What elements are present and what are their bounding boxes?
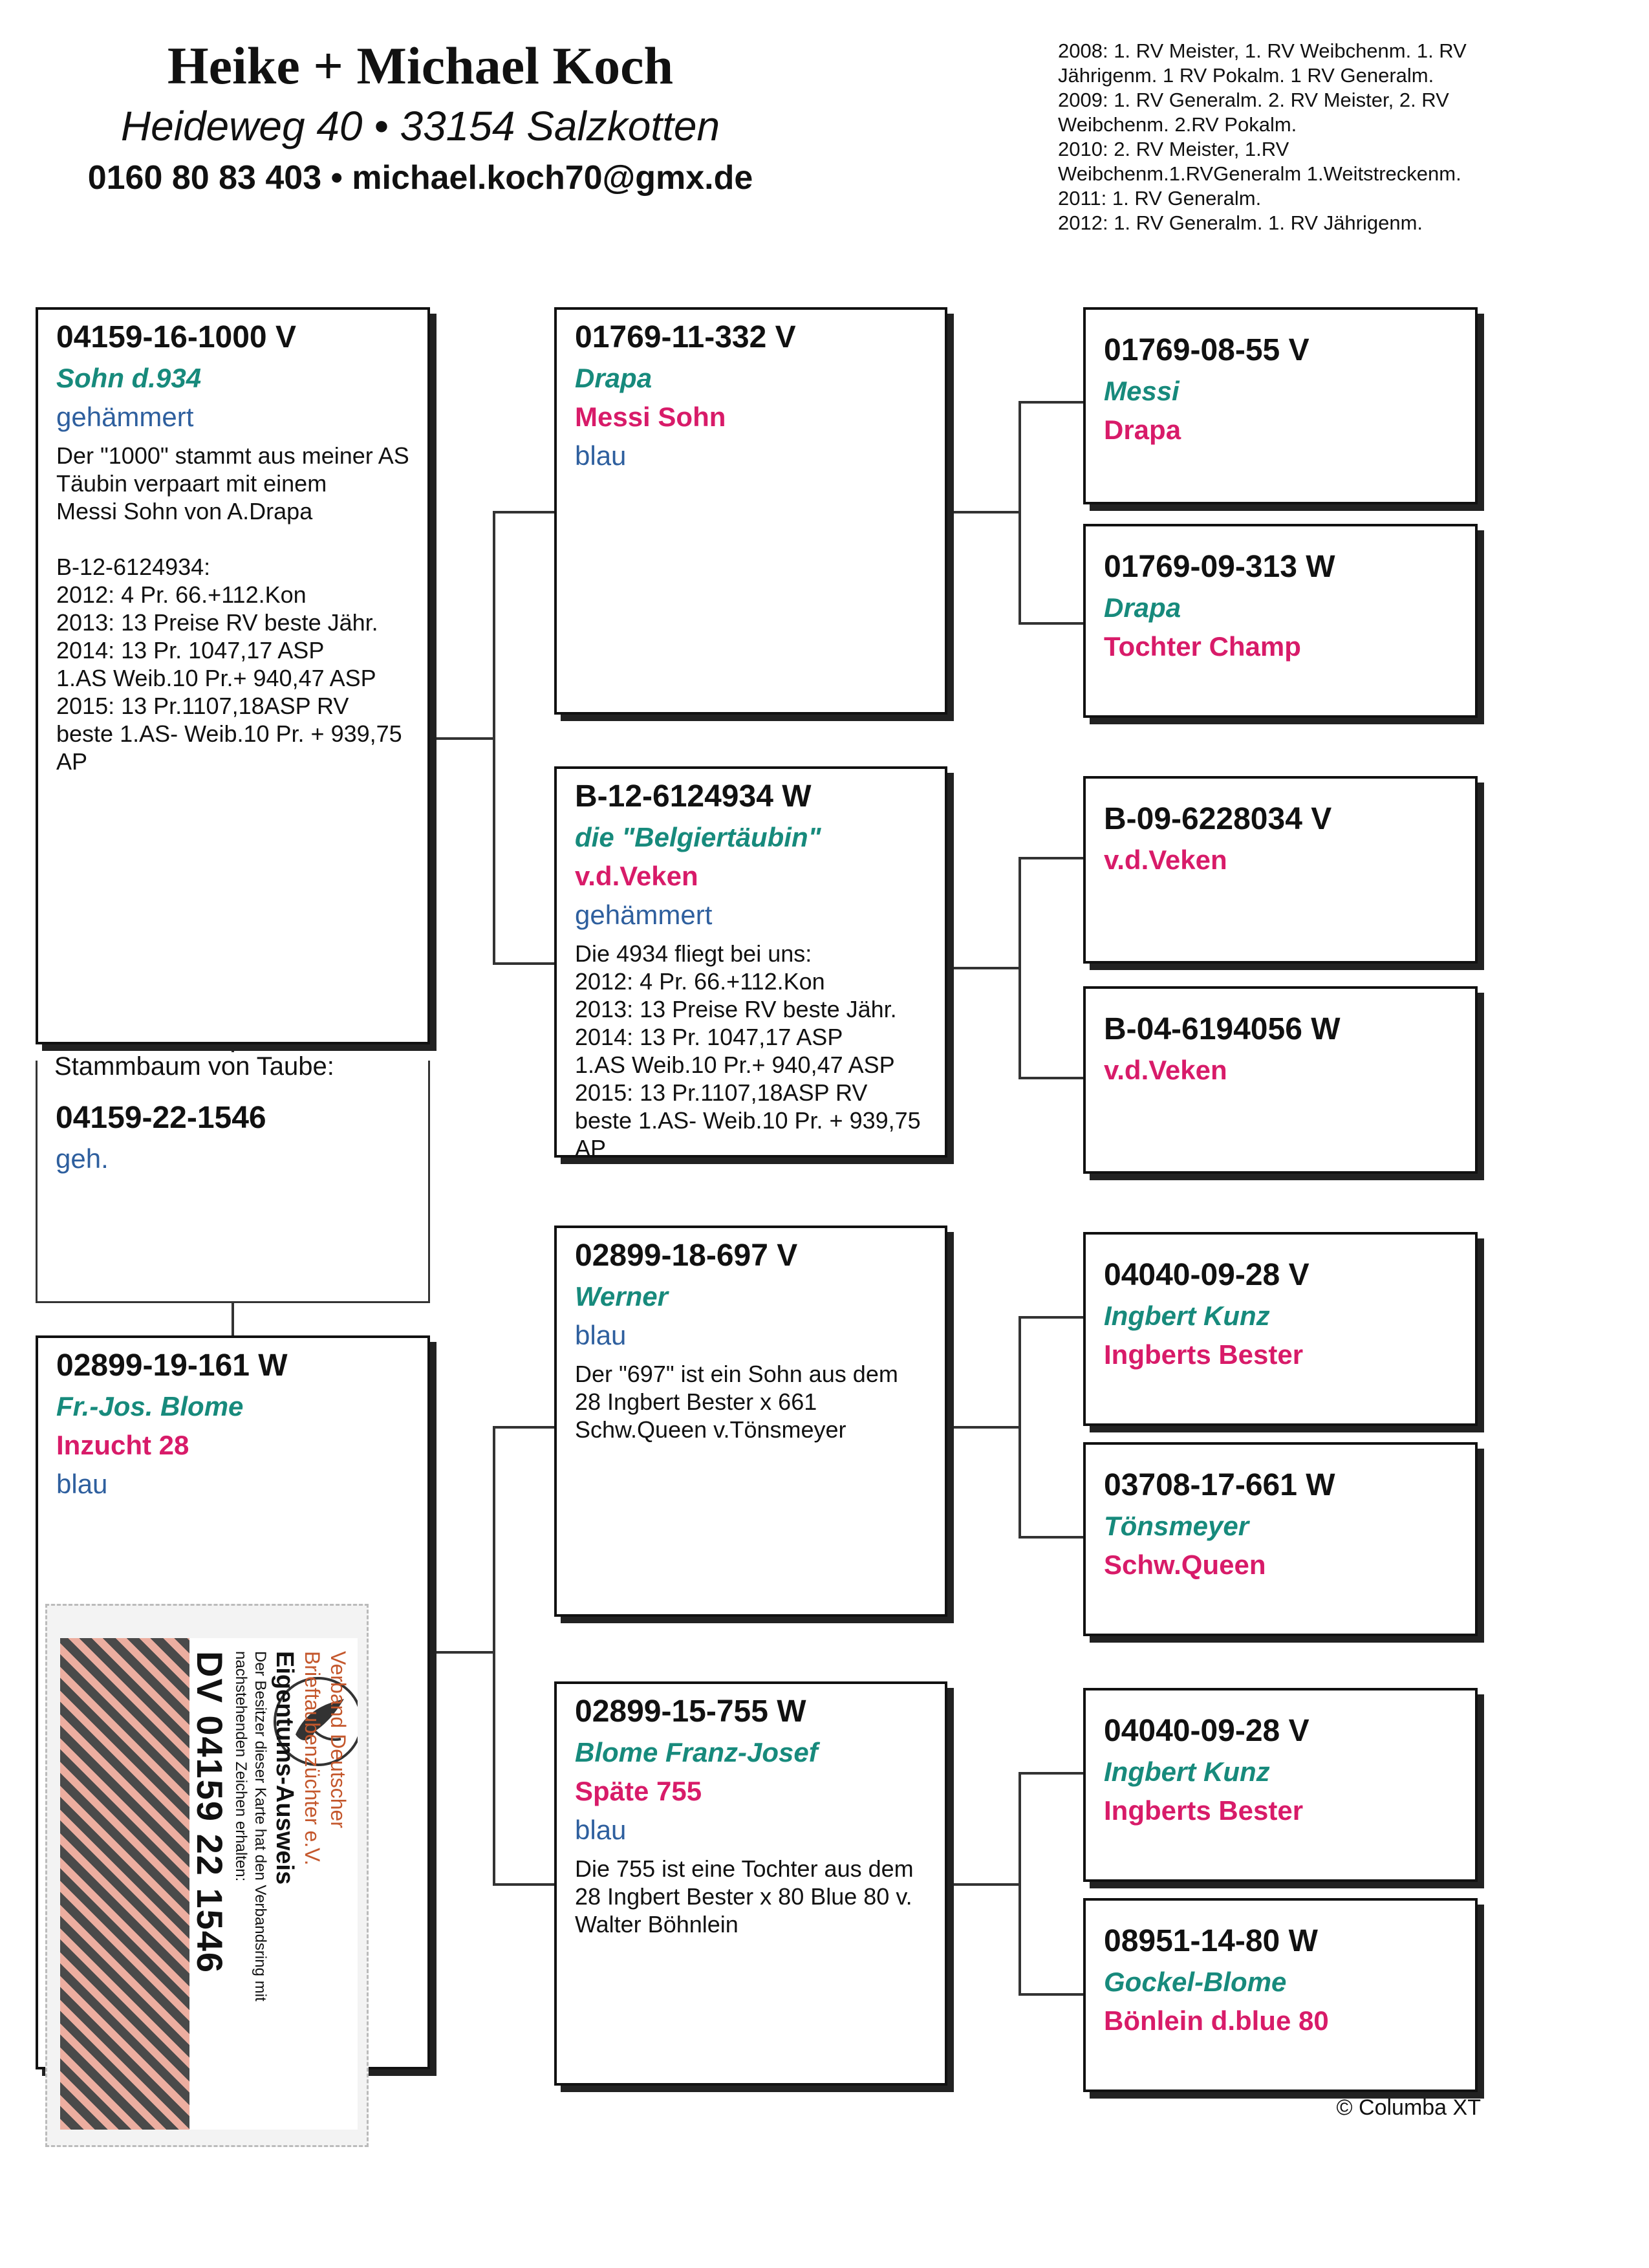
pedigree-ffm: [1083, 524, 1478, 718]
achievement-item: 2009: 1. RV Generalm. 2. RV Meister, 2. RV Weibchenm. 2.RV Pokalm.: [1058, 89, 1449, 136]
connector: [493, 1883, 554, 1886]
color-label: gehämmert: [575, 900, 713, 930]
connector: [947, 511, 1020, 513]
connector: [436, 737, 495, 740]
connector: [1018, 1772, 1083, 1775]
connector: [436, 1651, 495, 1654]
note-line: Die 4934 fliegt bei uns:: [575, 940, 812, 967]
ring-number: 01769-11-332 V: [575, 320, 796, 354]
name-label: v.d.Veken: [1104, 1055, 1227, 1085]
ring-number: 02899-15-755 W: [575, 1694, 806, 1729]
pedigree-mff: [1083, 1232, 1478, 1426]
connector: [1018, 1316, 1083, 1319]
note-line: Messi Sohn von A.Drapa: [56, 498, 313, 524]
ownership-card: [45, 1604, 369, 2147]
breeder-label: Gockel-Blome: [1104, 1967, 1287, 1997]
connector: [493, 511, 495, 964]
breeder-label: Fr.-Jos. Blome: [56, 1391, 244, 1421]
notes: [575, 1360, 927, 1443]
breeder-contact: 0160 80 83 403 • michael.koch70@gmx.de: [87, 159, 753, 197]
notes: [56, 442, 409, 775]
name-label: Tochter Champ: [1104, 631, 1301, 662]
connector: [232, 1303, 234, 1337]
card-org-line1: Verband Deutscher: [327, 1651, 350, 1828]
ring-number: B-12-6124934 W: [575, 779, 812, 814]
name-label: Bönlein d.blue 80: [1104, 2005, 1329, 2036]
ring-number: 01769-08-55 V: [1104, 333, 1310, 367]
notes: [575, 1855, 927, 1938]
achievement-item: 2008: 1. RV Meister, 1. RV Weibchenm. 1. RV Jährigenm. 1 RV Pokalm. 1 RV Generalm.: [1058, 39, 1467, 87]
pedigree-fmm: [1083, 986, 1478, 1174]
breeder-label: Blome Franz-Josef: [575, 1737, 818, 1767]
note-line: Der "1000" stammt aus meiner AS Täubin verpaart mit einem: [56, 442, 409, 497]
connector: [947, 1883, 1020, 1886]
ring-number: 04159-16-1000 V: [56, 320, 296, 354]
breeder-label: Werner: [575, 1281, 668, 1312]
breeder-label: Drapa: [575, 363, 652, 393]
note-line: 2014: 13 Pr. 1047,17 ASP: [56, 637, 325, 664]
note-line: 2012: 4 Pr. 66.+112.Kon: [56, 581, 307, 608]
connector: [493, 1426, 495, 1885]
connector: [1018, 622, 1083, 625]
name-label: Messi Sohn: [575, 402, 726, 432]
color-label: gehämmert: [56, 402, 194, 432]
note-line: [56, 525, 409, 553]
card-title: Eigentums-Ausweis: [271, 1651, 298, 1885]
connector: [1018, 401, 1021, 624]
breeder-label: Sohn d.934: [56, 363, 202, 393]
ring-number: 02899-18-697 V: [575, 1238, 798, 1273]
note-line: B-12-6124934:: [56, 554, 211, 580]
note-line: 2014: 13 Pr. 1047,17 ASP: [575, 1024, 843, 1050]
note-line: 2012: 4 Pr. 66.+112.Kon: [575, 968, 825, 995]
breeder-label: Drapa: [1104, 592, 1181, 623]
subject-box: [36, 1061, 430, 1303]
connector: [1018, 1536, 1083, 1539]
note-line: 2015: 13 Pr.1107,18ASP RV beste 1.AS- Weib.10 Pr. + 939,75 AP: [575, 1079, 921, 1161]
ring-number: 02899-19-161 W: [56, 1348, 288, 1383]
card-org-line2: Brieftaubenzüchter e.V.: [301, 1651, 324, 1866]
connector: [493, 511, 554, 513]
breeder-name: Heike + Michael Koch: [167, 36, 674, 95]
pedigree-mmm: [1083, 1898, 1478, 2092]
ring-number: 04040-09-28 V: [1104, 1258, 1310, 1292]
pedigree-father-father: [554, 307, 947, 715]
name-label: Späte 755: [575, 1776, 702, 1806]
color-label: blau: [575, 1320, 627, 1350]
achievements-list: [1058, 39, 1524, 235]
color-label: blau: [56, 1469, 108, 1499]
subject-label: Stammbaum von Taube:: [45, 1052, 343, 1081]
connector: [1018, 1772, 1021, 1995]
connector: [1018, 401, 1083, 404]
name-label: Schw.Queen: [1104, 1550, 1266, 1580]
connector: [947, 1426, 1020, 1429]
connector: [1018, 857, 1021, 1079]
name-label: Inzucht 28: [56, 1430, 189, 1460]
color-label: blau: [575, 1815, 627, 1845]
pedigree-mfm: [1083, 1442, 1478, 1636]
breeder-label: Messi: [1104, 376, 1180, 406]
ring-number: 03708-17-661 W: [1104, 1468, 1335, 1502]
name-label: v.d.Veken: [575, 861, 698, 891]
connector: [1018, 1077, 1083, 1079]
note-line: 1.AS Weib.10 Pr.+ 940,47 ASP: [56, 665, 376, 691]
achievement-item: 2012: 1. RV Generalm. 1. RV Jährigenm.: [1058, 211, 1423, 234]
subject-color: geh.: [56, 1143, 109, 1174]
name-label: Drapa: [1104, 415, 1181, 445]
name-label: Ingberts Bester: [1104, 1339, 1304, 1370]
connector: [947, 967, 1020, 969]
subject-ring: 04159-22-1546: [56, 1101, 266, 1135]
name-label: Ingberts Bester: [1104, 1795, 1304, 1826]
note-line: 2013: 13 Preise RV beste Jähr.: [56, 609, 378, 636]
ring-number: 04040-09-28 V: [1104, 1714, 1310, 1748]
connector: [1018, 1316, 1021, 1538]
pedigree-father: [36, 307, 430, 1044]
note-line: 2015: 13 Pr.1107,18ASP RV beste 1.AS- Weib.10 Pr. + 939,75 AP: [56, 693, 402, 775]
connector: [493, 1426, 554, 1429]
ring-number: 08951-14-80 W: [1104, 1924, 1318, 1958]
card-ring: DV 04159 22 1546: [189, 1651, 230, 1974]
notes: [575, 940, 927, 1162]
color-label: blau: [575, 440, 627, 471]
connector: [1018, 1993, 1083, 1996]
card-text: Der Besitzer dieser Karte hat den Verbandsring mit nachstehenden Zeichen erhalten:: [232, 1651, 269, 2002]
breeder-address: Heideweg 40 • 33154 Salzkotten: [120, 103, 720, 149]
pedigree-mother-father: [554, 1226, 947, 1617]
note-line: Die 755 ist eine Tochter aus dem 28 Ingbert Bester x 80 Blue 80 v. Walter Böhnlein: [575, 1855, 914, 1938]
achievement-item: 2010: 2. RV Meister, 1.RV Weibchenm.1.RVGeneralm 1.Weitstreckenm.: [1058, 138, 1461, 185]
pedigree-father-mother: [554, 766, 947, 1161]
achievement-item: 2011: 1. RV Generalm.: [1058, 187, 1262, 210]
card-inner: [60, 1638, 358, 2130]
pedigree-fff: [1083, 307, 1478, 504]
note-line: 1.AS Weib.10 Pr.+ 940,47 ASP: [575, 1052, 895, 1078]
connector: [1018, 857, 1083, 859]
breeder-label: die "Belgiertäubin": [575, 822, 821, 852]
connector: [493, 962, 554, 965]
pedigree-mmf: [1083, 1688, 1478, 1882]
card-pattern: [60, 1638, 189, 2130]
ring-number: 01769-09-313 W: [1104, 550, 1335, 584]
ring-number: B-04-6194056 W: [1104, 1012, 1341, 1046]
copyright: © Columba XT: [1336, 2095, 1481, 2120]
ring-number: B-09-6228034 V: [1104, 802, 1332, 836]
note-line: Der "697" ist ein Sohn aus dem 28 Ingbert Bester x 661 Schw.Queen v.Tönsmeyer: [575, 1361, 898, 1443]
name-label: v.d.Veken: [1104, 845, 1227, 875]
breeder-label: Ingbert Kunz: [1104, 1756, 1270, 1787]
breeder-label: Ingbert Kunz: [1104, 1301, 1270, 1331]
pedigree-fmf: [1083, 776, 1478, 964]
breeder-label: Tönsmeyer: [1104, 1511, 1249, 1541]
pedigree-mother-mother: [554, 1681, 947, 2086]
note-line: 2013: 13 Preise RV beste Jähr.: [575, 996, 897, 1022]
